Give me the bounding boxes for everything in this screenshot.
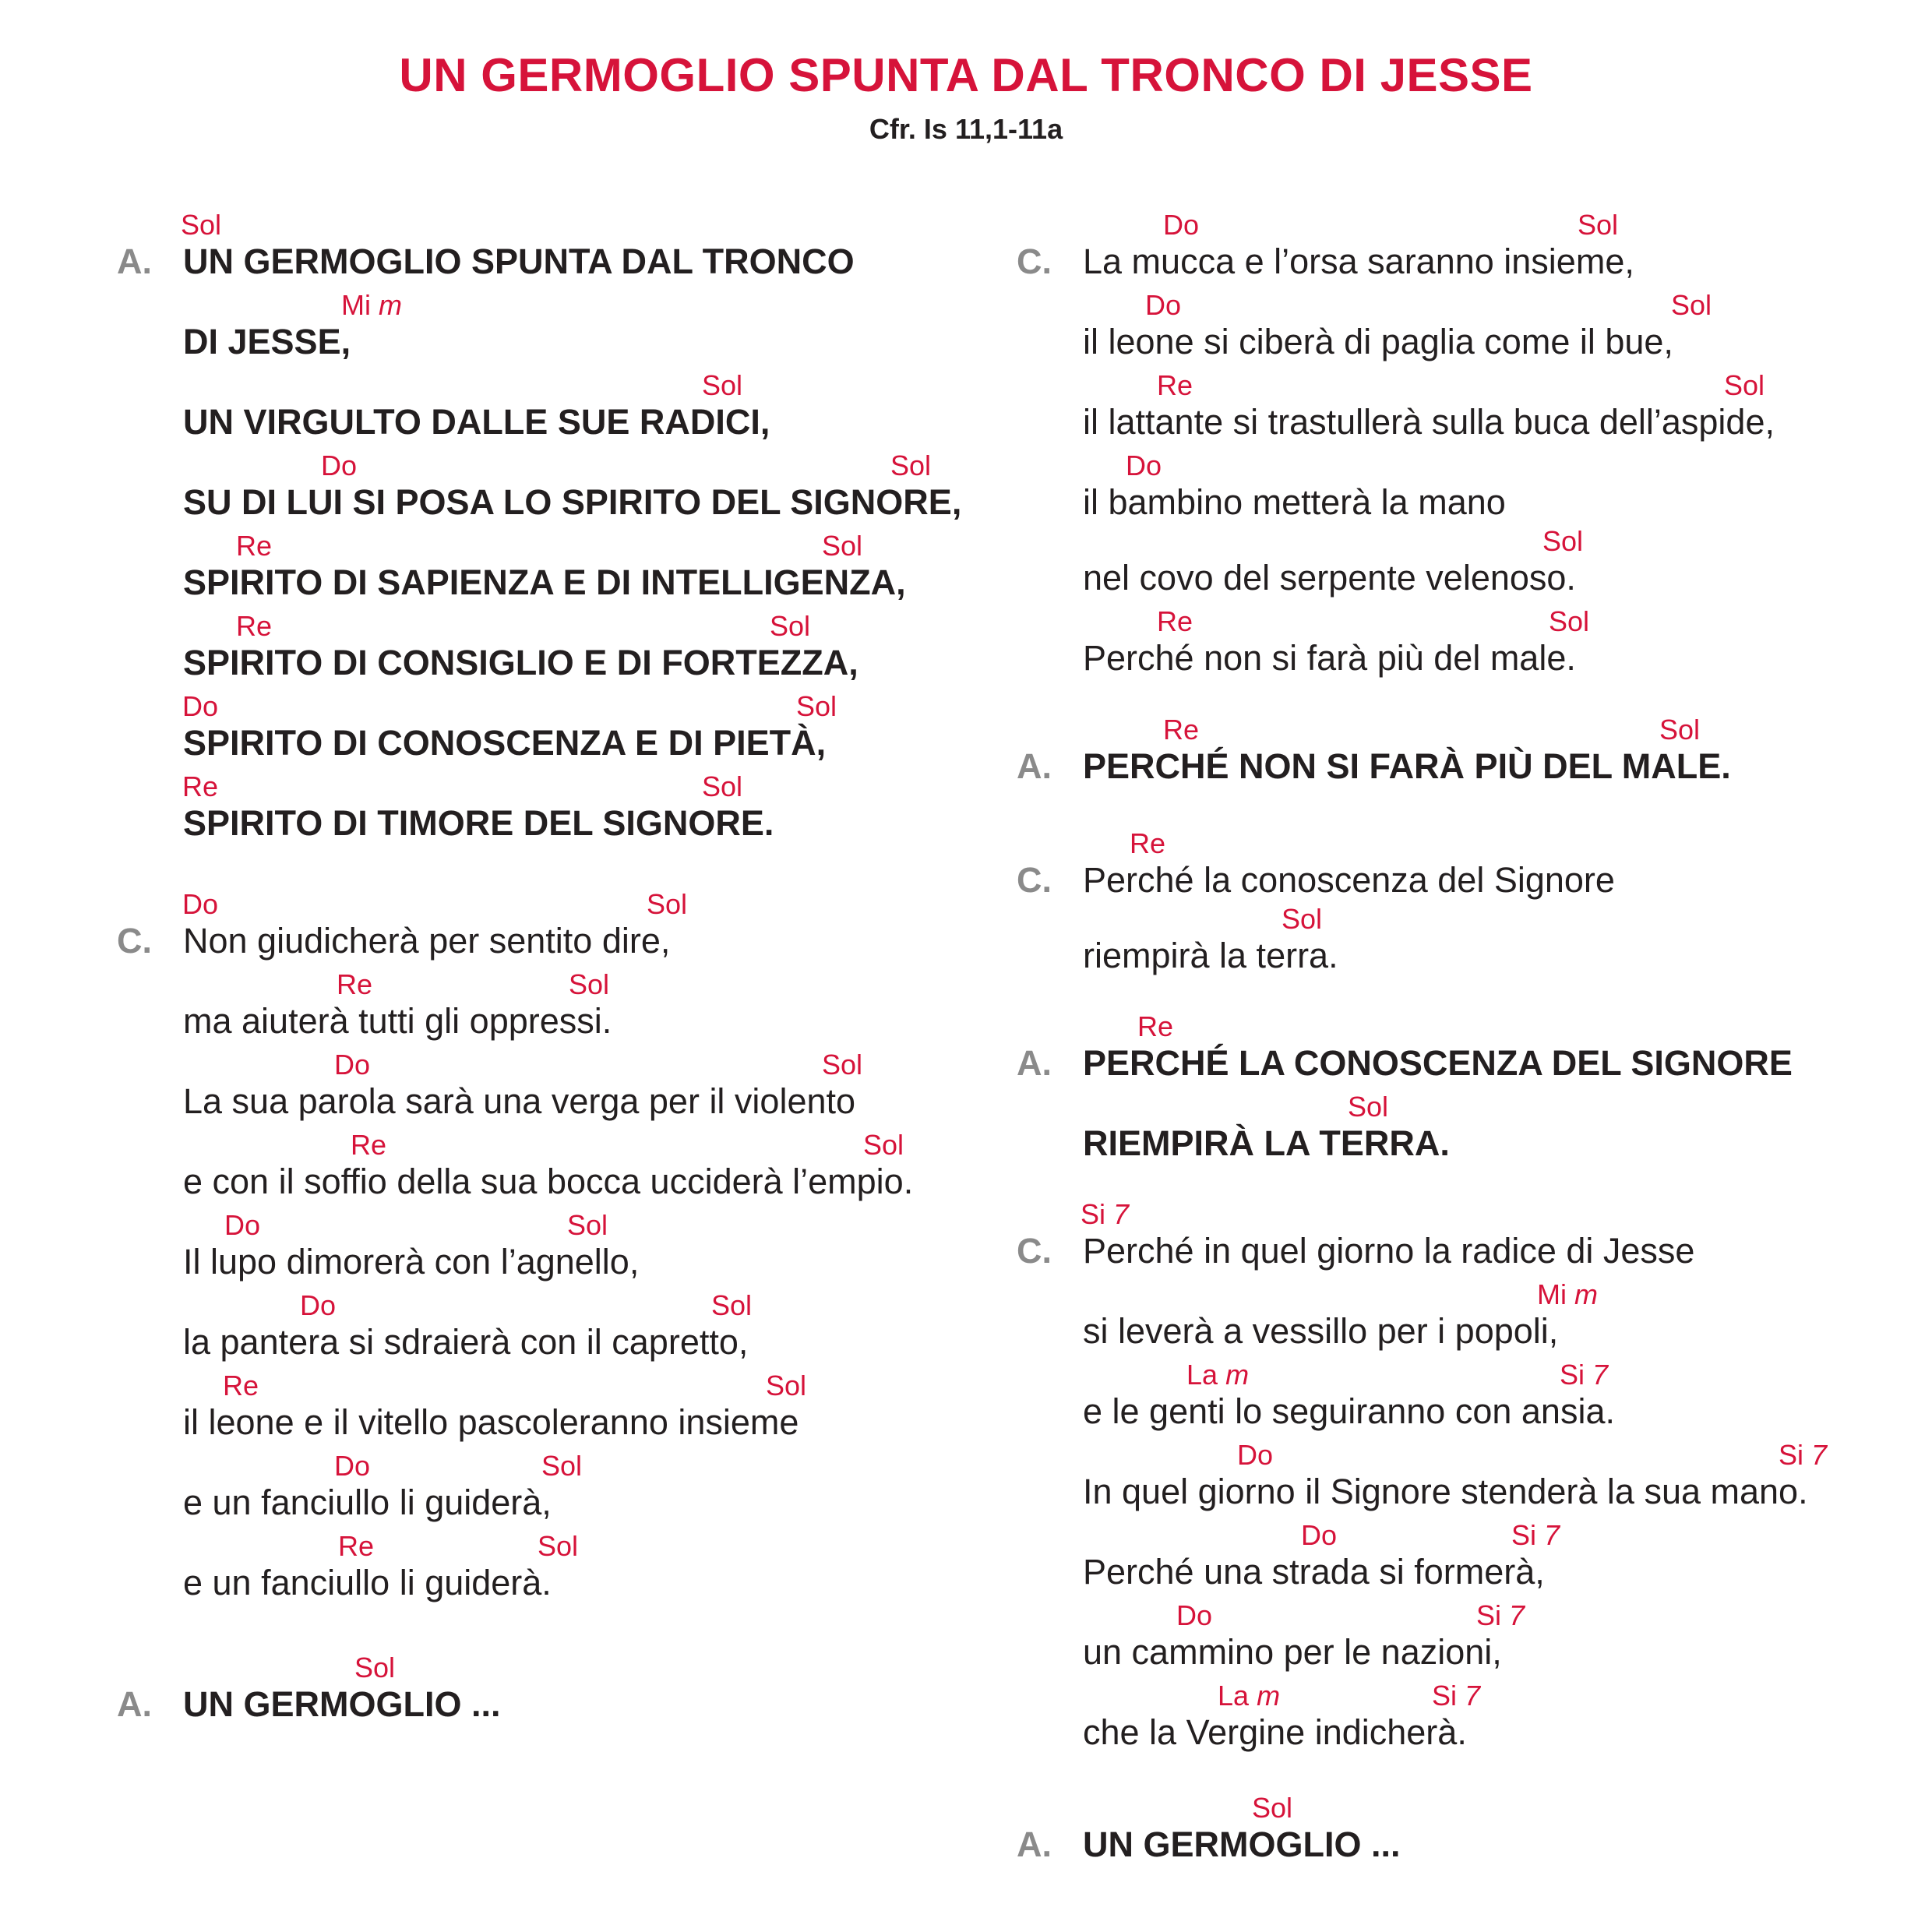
chord: Si 7	[1081, 1198, 1130, 1230]
chord: Sol	[1578, 209, 1619, 241]
lyric-text: In quel giorno il Signore stenderà la sua mano.	[1083, 1472, 1808, 1511]
chord: Si 7	[1511, 1519, 1560, 1551]
lyric-text: nel covo del serpente velenoso.	[1083, 558, 1576, 598]
chord: Si 7	[1432, 1680, 1481, 1712]
chord: Sol	[567, 1209, 608, 1241]
stanza-marker: A.	[117, 242, 152, 281]
chord: Do	[224, 1209, 261, 1241]
chord: Re	[1130, 827, 1166, 859]
lyric-text: UN VIRGULTO DALLE SUE RADICI,	[183, 402, 770, 442]
lyric-text: Non giudicherà per sentito dire,	[183, 921, 671, 961]
chord: Sol	[569, 968, 610, 1000]
chord: Do	[321, 450, 358, 481]
chord: Re	[182, 770, 219, 802]
stanza-marker: C.	[1017, 1231, 1052, 1271]
song-title: UN GERMOGLIO SPUNTA DAL TRONCO DI JESSE	[399, 49, 1533, 101]
lyric-text: ma aiuterà tutti gli oppressi.	[183, 1001, 612, 1041]
stanza-marker: C.	[1017, 242, 1052, 281]
lyric-text: Perché una strada si formerà,	[1083, 1552, 1545, 1592]
chord: Sol	[1542, 525, 1584, 557]
chord: Re	[1157, 605, 1193, 637]
stanza-marker: C.	[1017, 860, 1052, 900]
chord: Sol	[181, 209, 222, 241]
chord: Re	[351, 1129, 387, 1161]
lyric-text: la pantera si sdraierà con il capretto,	[183, 1322, 749, 1362]
chord: Sol	[354, 1652, 396, 1683]
chord: Re	[1163, 714, 1200, 746]
lyric-text: SPIRITO DI SAPIENZA E DI INTELLIGENZA,	[183, 562, 906, 602]
chord: Sol	[822, 1049, 863, 1081]
chord: Do	[1145, 289, 1182, 321]
lyric-text: e con il soffio della sua bocca ucciderà l’empio.	[183, 1162, 914, 1201]
lyric-text: SPIRITO DI TIMORE DEL SIGNORE.	[183, 803, 774, 843]
chord: Do	[1126, 450, 1162, 481]
chord: Sol	[890, 450, 932, 481]
lyric-text: UN GERMOGLIO SPUNTA DAL TRONCO	[183, 242, 855, 281]
chord: Sol	[770, 610, 811, 642]
lyric-text: un cammino per le nazioni,	[1083, 1632, 1502, 1672]
chord: Sol	[647, 888, 688, 920]
chord: Do	[1301, 1519, 1338, 1551]
lyric-text: il leone si ciberà di paglia come il bue,	[1083, 322, 1673, 361]
lyric-text: PERCHÉ NON SI FARÀ PIÙ DEL MALE.	[1083, 746, 1731, 786]
lyric-text: il leone e il vitello pascoleranno insieme	[183, 1402, 799, 1442]
chord: Sol	[822, 530, 863, 562]
stanza-marker: A.	[1017, 1043, 1052, 1083]
lyric-text: DI JESSE,	[183, 322, 351, 361]
chord: Sol	[702, 770, 743, 802]
chord: Sol	[711, 1289, 753, 1321]
lyric-text: UN GERMOGLIO ...	[1083, 1824, 1401, 1864]
lyric-text: Il lupo dimorerà con l’agnello,	[183, 1242, 640, 1282]
chord: La m	[1218, 1680, 1281, 1712]
chord: Mi m	[1537, 1278, 1599, 1310]
chord: Sol	[863, 1129, 904, 1161]
chord: Si 7	[1779, 1439, 1828, 1471]
lyric-text: il bambino metterà la mano	[1083, 482, 1506, 522]
chord: Do	[334, 1049, 371, 1081]
chord: Sol	[1659, 714, 1701, 746]
lyric-text: Perché la conoscenza del Signore	[1083, 860, 1615, 900]
lyric-text: La mucca e l’orsa saranno insieme,	[1083, 242, 1634, 281]
chord: Re	[1157, 369, 1193, 401]
chord: Do	[1176, 1599, 1213, 1631]
chord: Si 7	[1476, 1599, 1525, 1631]
chord: Re	[223, 1370, 259, 1401]
chord: Sol	[1671, 289, 1712, 321]
lyric-text: SU DI LUI SI POSA LO SPIRITO DEL SIGNORE,	[183, 482, 962, 522]
chord: Re	[338, 1530, 375, 1562]
lyric-text: Perché in quel giorno la radice di Jesse	[1083, 1231, 1695, 1271]
chord: Sol	[766, 1370, 807, 1401]
lyric-text: si leverà a vessillo per i popoli,	[1083, 1311, 1559, 1351]
chord: Sol	[796, 690, 837, 722]
chord: Sol	[702, 369, 743, 401]
chord: Re	[337, 968, 373, 1000]
lyric-text: RIEMPIRÀ LA TERRA.	[1083, 1123, 1450, 1163]
lyric-text: PERCHÉ LA CONOSCENZA DEL SIGNORE	[1083, 1043, 1793, 1083]
chord: Sol	[541, 1450, 583, 1482]
lyric-text: il lattante si trastullerà sulla buca dell’aspide,	[1083, 402, 1775, 442]
scripture-reference: Cfr. Is 11,1-11a	[869, 113, 1063, 145]
stanza-marker: A.	[1017, 746, 1052, 786]
lyric-text: riempirà la terra.	[1083, 936, 1338, 975]
chord: Sol	[538, 1530, 579, 1562]
stanza-marker: A.	[117, 1684, 152, 1724]
lyric-text: e un fanciullo li guiderà.	[183, 1563, 552, 1602]
chord: Do	[1237, 1439, 1274, 1471]
stanza-marker: C.	[117, 921, 152, 961]
lyric-text: Perché non si farà più del male.	[1083, 638, 1576, 678]
lyric-text: UN GERMOGLIO ...	[183, 1684, 501, 1724]
chord: Do	[182, 888, 219, 920]
chord: Do	[334, 1450, 371, 1482]
chord: Sol	[1724, 369, 1765, 401]
lyric-text: La sua parola sarà una verga per il violento	[183, 1081, 856, 1121]
chord: Sol	[1252, 1792, 1293, 1824]
chord: Re	[236, 610, 273, 642]
stanza-marker: A.	[1017, 1824, 1052, 1864]
lyric-text: che la Vergine indicherà.	[1083, 1712, 1467, 1752]
chord: Do	[182, 690, 219, 722]
chord: Si 7	[1560, 1359, 1609, 1391]
chord: Sol	[1282, 903, 1323, 935]
chord: Mi m	[341, 289, 403, 321]
lyric-text: SPIRITO DI CONSIGLIO E DI FORTEZZA,	[183, 643, 858, 682]
lyric-text: e un fanciullo li guiderà,	[183, 1482, 552, 1522]
chord: La m	[1186, 1359, 1250, 1391]
chord: Sol	[1549, 605, 1590, 637]
chord: Re	[236, 530, 273, 562]
chord: Re	[1137, 1010, 1174, 1042]
lyric-text: SPIRITO DI CONOSCENZA E DI PIETÀ,	[183, 723, 827, 763]
chord: Do	[300, 1289, 337, 1321]
chord: Do	[1163, 209, 1200, 241]
chord: Sol	[1348, 1091, 1389, 1123]
lyric-text: e le genti lo seguiranno con ansia.	[1083, 1391, 1615, 1431]
